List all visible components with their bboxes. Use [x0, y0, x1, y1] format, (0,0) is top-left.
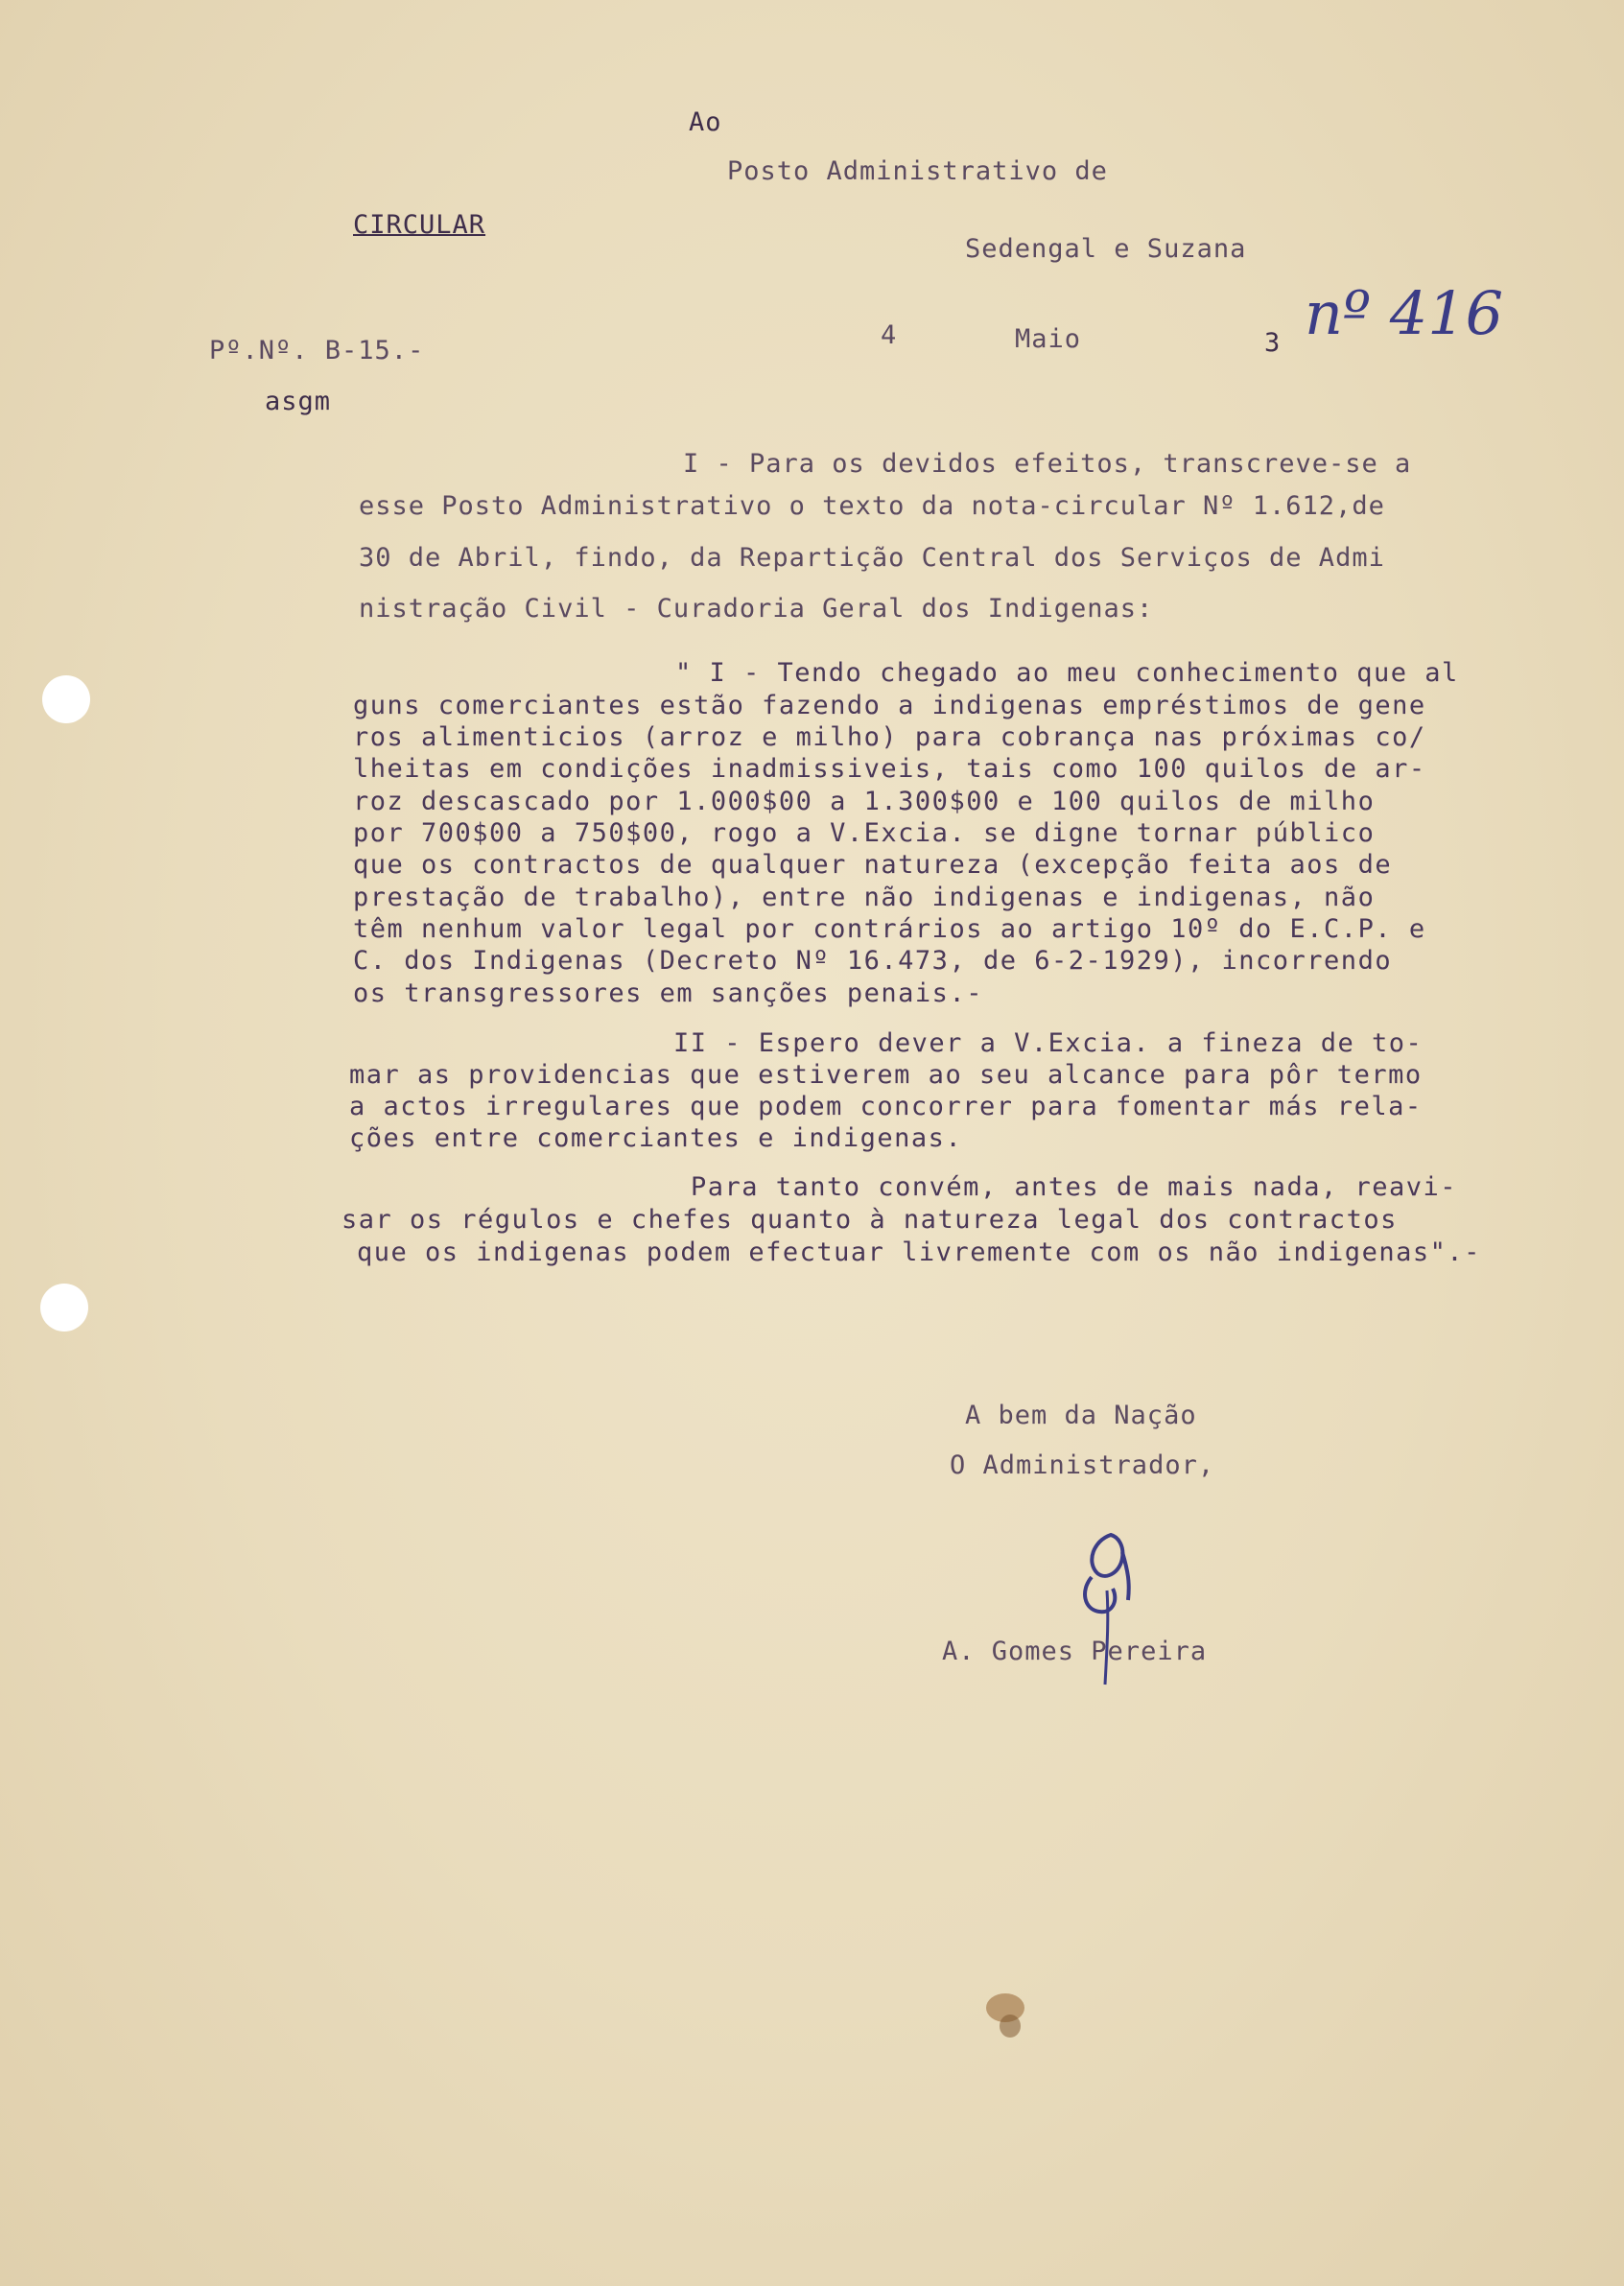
intro-line: I - Para os devidos efeitos, transcreve-se a [683, 449, 1412, 479]
quote-line: II - Espero dever a V.Excia. a fineza de to- [673, 1028, 1424, 1058]
quote-line: prestação de trabalho), entre não indigenas e indigenas, não [353, 883, 1376, 912]
handwritten-number: nº 416 [1305, 278, 1504, 348]
punch-hole-bottom [40, 1284, 88, 1332]
quote-line: os transgressores em sanções penais.- [353, 978, 983, 1008]
quote-line: C. dos Indigenas (Decreto Nº 16.473, de 6-2-1929), incorrendo [353, 946, 1393, 976]
stain-mark [1000, 2015, 1021, 2038]
quote-line: sar os régulos e chefes quanto à natureza legal dos contractos [341, 1205, 1398, 1235]
signatory-name: A. Gomes Pereira [942, 1637, 1208, 1666]
quote-line: Para tanto convém, antes de mais nada, reavi- [691, 1172, 1457, 1202]
quote-line: que os contractos de qualquer natureza (excepção feita aos de [353, 850, 1393, 880]
quote-line: " I - Tendo chegado ao meu conhecimento que al [675, 658, 1459, 688]
quote-line: a actos irregulares que podem concorrer para fomentar más rela- [349, 1092, 1423, 1121]
intro-line: nistração Civil - Curadoria Geral dos Indigenas: [359, 594, 1154, 624]
closing-title: O Administrador, [950, 1450, 1215, 1480]
quote-line: roz descascado por 1.000$00 a 1.300$00 e 100 quilos de milho [353, 787, 1376, 816]
addressee-to: Ao [689, 107, 722, 137]
quote-line: lheitas em condições inadmissiveis, tais como 100 quilos de ar- [353, 754, 1426, 784]
addressee-line1: Posto Administrativo de [727, 156, 1108, 186]
closing-salutation: A bem da Nação [965, 1401, 1197, 1430]
reference-initials: asgm [265, 387, 332, 416]
quote-line: guns comerciantes estão fazendo a indigenas empréstimos de gene [353, 691, 1426, 720]
punch-hole-top [42, 675, 90, 723]
addressee-line2: Sedengal e Suzana [965, 234, 1247, 264]
quote-line: mar as providencias que estiverem ao seu alcance para pôr termo [349, 1060, 1423, 1090]
date-year: 3 [1264, 328, 1282, 358]
circular-label: CIRCULAR [353, 210, 486, 240]
date-day: 4 [881, 320, 898, 350]
date-month: Maio [1015, 324, 1082, 354]
quote-line: têm nenhum valor legal por contrários ao artigo 10º do E.C.P. e [353, 914, 1426, 944]
reference-number: Pº.Nº. B-15.- [209, 336, 425, 365]
quote-line: por 700$00 a 750$00, rogo a V.Excia. se digne tornar público [353, 818, 1376, 848]
quote-line: ros alimenticios (arroz e milho) para cobrança nas próximas co/ [353, 722, 1426, 752]
intro-line: esse Posto Administrativo o texto da nota-circular Nº 1.612,de [359, 491, 1385, 521]
quote-line: ções entre comerciantes e indigenas. [349, 1123, 963, 1153]
quote-line: que os indigenas podem efectuar livremente com os não indigenas".- [357, 1237, 1481, 1267]
intro-line: 30 de Abril, findo, da Repartição Central dos Serviços de Admi [359, 543, 1385, 573]
